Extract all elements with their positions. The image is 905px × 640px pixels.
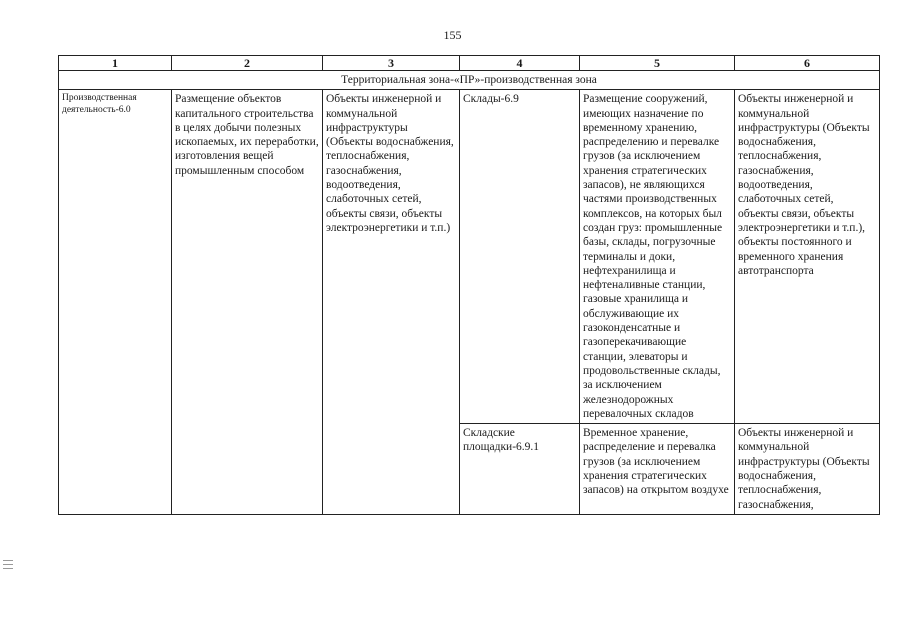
sub-activity-description-cell: Временное хранение, распределение и перевалка грузов (за исключением хранения стратегических запасов) на открытом воздухе bbox=[580, 424, 735, 515]
page-number: 155 bbox=[443, 28, 462, 42]
column-number-2: 2 bbox=[172, 56, 323, 71]
activity-description-cell: Размещение объектов капитального строительства в целях добычи полезных ископаемых, их переработки, изготовления вещей промышленным способом bbox=[172, 90, 323, 515]
column-number-5: 5 bbox=[580, 56, 735, 71]
zone-title: Территориальная зона-«ПР»-производственная зона bbox=[59, 71, 880, 90]
column-number-row bbox=[59, 56, 880, 71]
column-number-3: 3 bbox=[323, 56, 460, 71]
column-number-1: 1 bbox=[59, 56, 172, 71]
auxiliary-objects-cell: Объекты инженерной и коммунальной инфраструктуры (Объекты водоснабжения, теплоснабжения, газоснабжения, водоотведения, слаботочных сетей, объекты связи, объекты электроэнергетики и т.п.), объекты постоянного и временного хранения автотранспорта bbox=[735, 90, 880, 424]
sub-activity-description-cell: Размещение сооружений, имеющих назначение по временному хранению, распределению и перевалке грузов (за исключением хранения стратегических запасов), не являющихся частями производственных комплексов, на которых был создан груз: промышленные базы, склады, погрузочные терминалы и доки, нефтехранилища и нефтеналивные станции, газовые хранилища и обслуживающие их газоконденсатные и газоперекачивающие станции, элеваторы и продовольственные склады, за исключением железнодорожных перевалочных складов bbox=[580, 90, 735, 424]
sub-activity-cell: Склады-6.9 bbox=[460, 90, 580, 424]
zone-title-row bbox=[59, 71, 880, 90]
land-use-table bbox=[58, 55, 880, 515]
auxiliary-objects-cell: Объекты инженерной и коммунальной инфраструктуры (Объекты водоснабжения, теплоснабжения, газоснабжения, bbox=[735, 424, 880, 515]
permitted-objects-cell: Объекты инженерной и коммунальной инфраструктуры (Объекты водоснабжения, теплоснабжения, газоснабжения, водоотведения, слаботочных сетей, объекты связи, объекты электроэнергетики и т.п.) bbox=[323, 90, 460, 515]
table-row bbox=[59, 90, 880, 424]
sub-activity-cell: Складские площадки-6.9.1 bbox=[460, 424, 580, 515]
margin-mark bbox=[3, 560, 13, 572]
column-number-4: 4 bbox=[460, 56, 580, 71]
activity-type-cell: Производственная деятельность-6.0 bbox=[59, 90, 172, 515]
column-number-6: 6 bbox=[735, 56, 880, 71]
